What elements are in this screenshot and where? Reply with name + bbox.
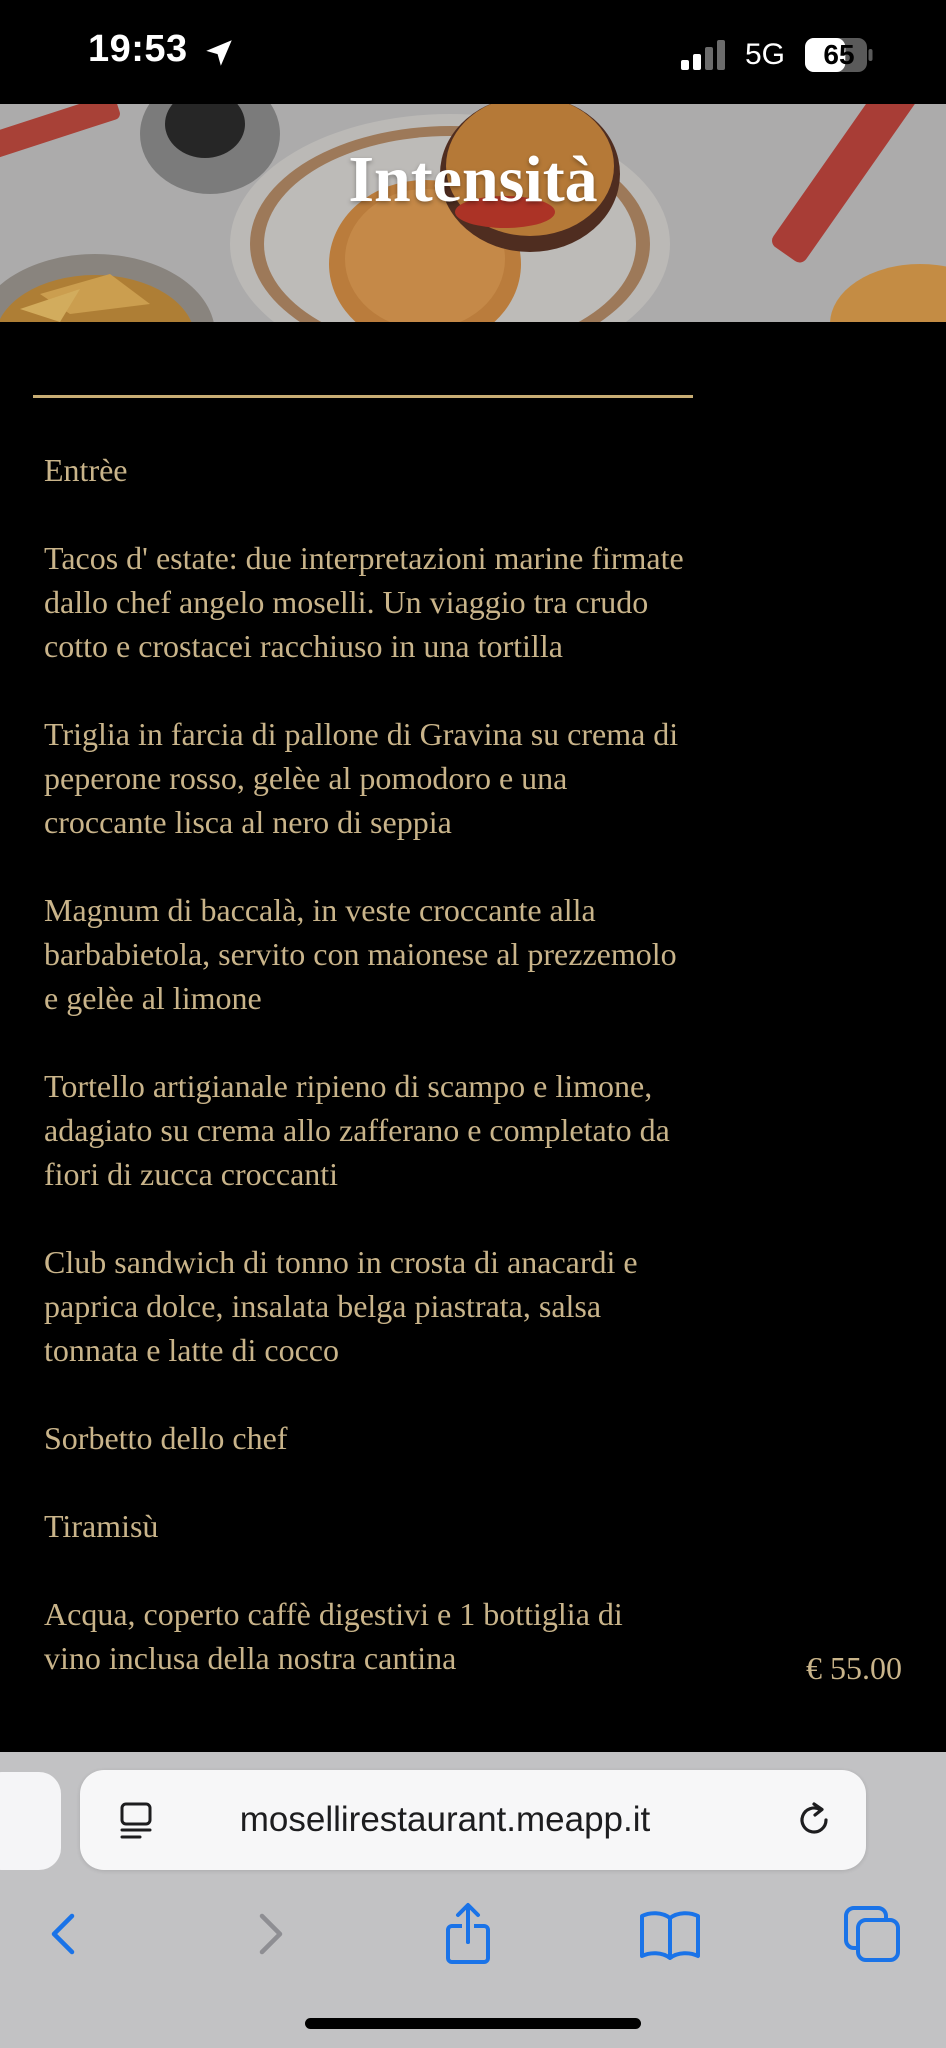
battery-percentage: 65: [823, 39, 855, 70]
status-bar: [0, 0, 946, 104]
url-text[interactable]: mosellirestaurant.meapp.it: [239, 1800, 651, 1839]
share-icon[interactable]: [432, 1898, 504, 1970]
bookmarks-icon[interactable]: [634, 1898, 706, 1970]
network-type: 5G: [745, 38, 786, 71]
reader-mode-icon[interactable]: [118, 1800, 158, 1842]
menu-item: Tiramisù: [44, 1508, 159, 1544]
address-bar[interactable]: [80, 1770, 866, 1870]
home-indicator[interactable]: [305, 2018, 641, 2029]
menu-item: Acqua, coperto caffè digestivi e 1 bottiglia di vino inclusa della nostra cantina: [44, 1596, 623, 1676]
menu-item: Club sandwich di tonno in crosta di anacardi e paprica dolce, insalata belga piastrata, salsa tonnata e latte di cocco: [44, 1244, 638, 1368]
menu-item: Triglia in farcia di pallone di Gravina su crema di peperone rosso, gelèe al pomodoro e una croccante lisca al nero di seppia: [44, 716, 679, 840]
menu-item: Sorbetto dello chef: [44, 1420, 288, 1456]
menu-list: [44, 448, 684, 1724]
previous-tab-preview[interactable]: [0, 1772, 61, 1870]
chevron-left-icon[interactable]: [28, 1898, 100, 1970]
menu-item: Tacos d' estate: due interpretazioni marine firmate dallo chef angelo moselli. Un viaggio tra crudo cotto e crostacei racchiuso in una tortilla: [44, 540, 684, 664]
menu-item: Entrèe: [44, 452, 128, 488]
location-arrow-icon: [202, 36, 236, 70]
cellular-signal-icon: [681, 40, 727, 70]
menu-item: Magnum di baccalà, in veste croccante alla barbabietola, servito con maionese al prezzemolo e gelèe al limone: [44, 892, 677, 1016]
reload-icon[interactable]: [794, 1800, 834, 1840]
hero-banner: [0, 104, 946, 322]
divider-line: [33, 395, 693, 398]
browser-bottom-bar: [0, 1752, 946, 2048]
status-time: 19:53: [88, 28, 188, 70]
menu-price: € 55.00: [806, 1650, 902, 1686]
page-title: Intensità: [348, 143, 598, 216]
menu-item: Tortello artigianale ripieno di scampo e limone, adagiato su crema allo zafferano e completato da fiori di zucca croccanti: [44, 1068, 670, 1192]
tabs-icon[interactable]: [836, 1898, 908, 1970]
chevron-right-icon[interactable]: [234, 1898, 306, 1970]
